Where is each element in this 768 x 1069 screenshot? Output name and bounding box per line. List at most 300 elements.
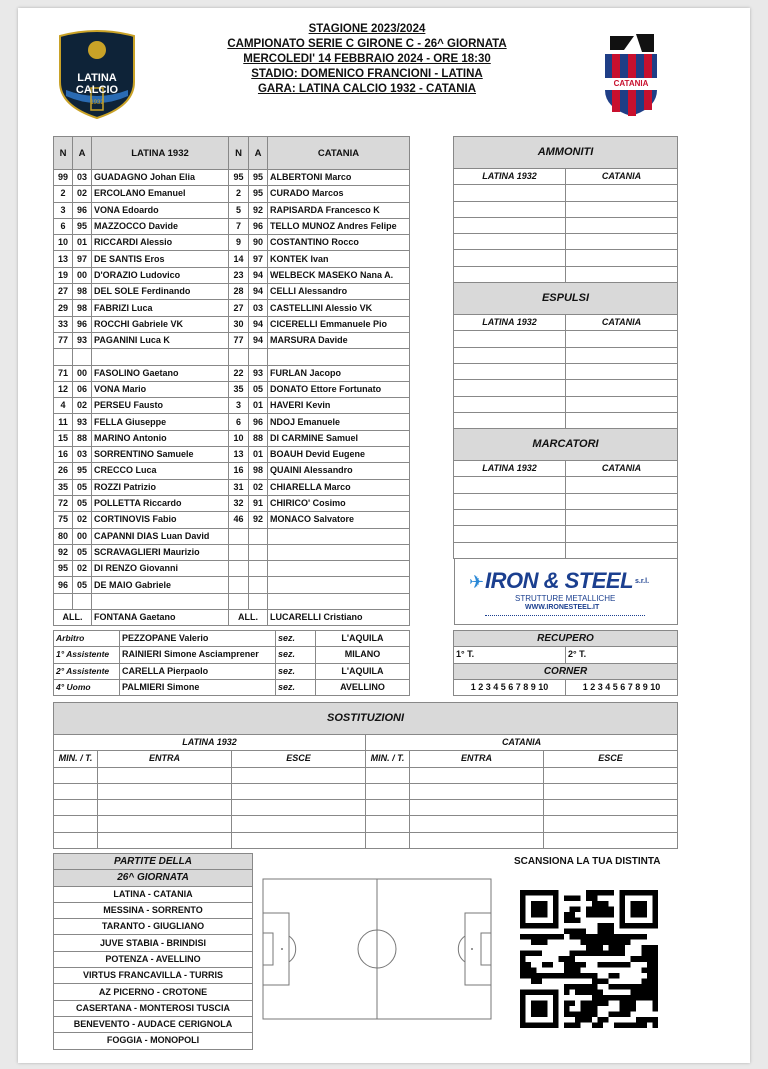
subs-row bbox=[54, 577, 410, 593]
empty-cell bbox=[54, 767, 98, 783]
starters-an: 95 bbox=[229, 170, 249, 186]
starters-aa: 90 bbox=[249, 235, 268, 251]
recupero-second: 2° T. bbox=[566, 647, 678, 663]
empty-cell bbox=[454, 347, 566, 363]
subs-row bbox=[54, 365, 410, 381]
empty-cell bbox=[410, 783, 544, 799]
starters-hn: 13 bbox=[54, 251, 73, 267]
starters-aa: 03 bbox=[249, 300, 268, 316]
starters-hname: FABRIZI Luca bbox=[92, 300, 229, 316]
fixture: TARANTO - GIUGLIANO bbox=[54, 919, 253, 935]
subs-aa: 01 bbox=[249, 447, 268, 463]
sponsor-suffix: s.r.l. bbox=[635, 578, 650, 585]
spacer-cell bbox=[92, 349, 229, 365]
empty-cell bbox=[454, 412, 566, 428]
starters-aa: 94 bbox=[249, 284, 268, 300]
subs-aa bbox=[249, 577, 268, 593]
fixture-row bbox=[54, 951, 253, 967]
empty-cell bbox=[232, 767, 366, 783]
starters-hn: 2 bbox=[54, 186, 73, 202]
empty-cell bbox=[229, 593, 249, 609]
empty-cell bbox=[232, 832, 366, 848]
fixture: VIRTUS FRANCAVILLA - TURRIS bbox=[54, 968, 253, 984]
empty-cell bbox=[454, 526, 566, 542]
starters-row bbox=[54, 170, 410, 186]
substitution-row bbox=[54, 800, 678, 816]
home-team-header: LATINA 1932 bbox=[92, 137, 229, 170]
home-coach: FONTANA Gaetano bbox=[92, 610, 229, 626]
empty-cell bbox=[454, 201, 566, 217]
subs-an bbox=[229, 528, 249, 544]
subs-row bbox=[54, 544, 410, 560]
subs-away-team: CATANIA bbox=[366, 735, 678, 751]
starters-aname: WELBECK MASEKO Nana A. bbox=[268, 267, 410, 283]
recupero-title: RECUPERO bbox=[454, 631, 678, 647]
empty-cell bbox=[410, 832, 544, 848]
ammoniti-empty-row bbox=[454, 217, 678, 233]
subs-ha: 03 bbox=[73, 447, 92, 463]
subs-aa: 91 bbox=[249, 495, 268, 511]
starters-hname: DEL SOLE Ferdinando bbox=[92, 284, 229, 300]
empty-cell bbox=[566, 493, 678, 509]
subs-hn: 72 bbox=[54, 495, 73, 511]
espulsi-empty-row bbox=[454, 412, 678, 428]
scan-label: SCANSIONA LA TUA DISTINTA bbox=[514, 856, 661, 867]
official-name: PALMIERI Simone bbox=[120, 679, 276, 695]
espulsi-empty-row bbox=[454, 396, 678, 412]
fixture-row bbox=[54, 1033, 253, 1049]
sponsor-icon: ✈ bbox=[469, 572, 485, 592]
starters-an: 7 bbox=[229, 218, 249, 234]
espulsi-empty-row bbox=[454, 331, 678, 347]
empty-cell bbox=[566, 201, 678, 217]
substitution-row bbox=[54, 767, 678, 783]
subs-ha: 93 bbox=[73, 414, 92, 430]
subs-hname: CORTINOVIS Fabio bbox=[92, 512, 229, 528]
empty-cell bbox=[92, 593, 229, 609]
starters-row bbox=[54, 316, 410, 332]
starters-ha: 98 bbox=[73, 284, 92, 300]
empty-cell bbox=[454, 396, 566, 412]
subs-aa: 98 bbox=[249, 463, 268, 479]
official-sez: sez. bbox=[276, 631, 316, 647]
subs-hname: FELLA Giuseppe bbox=[92, 414, 229, 430]
qr-code[interactable] bbox=[518, 890, 660, 1028]
starters-hname: PAGANINI Luca K bbox=[92, 332, 229, 348]
subs-aname: NDOJ Emanuele bbox=[268, 414, 410, 430]
espulsi-empty-row bbox=[454, 363, 678, 379]
starters-aname: CELLI Alessandro bbox=[268, 284, 410, 300]
empty-cell bbox=[454, 266, 566, 282]
subs-ha: 02 bbox=[73, 512, 92, 528]
away-team-header: CATANIA bbox=[268, 137, 410, 170]
empty-cell bbox=[544, 816, 678, 832]
ammoniti-empty-row bbox=[454, 185, 678, 201]
empty-cell bbox=[454, 234, 566, 250]
subs-an: 3 bbox=[229, 398, 249, 414]
subs-hn: 12 bbox=[54, 381, 73, 397]
fixture-row bbox=[54, 902, 253, 918]
starters-aa: 92 bbox=[249, 202, 268, 218]
fixture: FOGGIA - MONOPOLI bbox=[54, 1033, 253, 1049]
subs-aname: CHIARELLA Marco bbox=[268, 479, 410, 495]
col-a-away: A bbox=[249, 137, 268, 170]
starters-an: 5 bbox=[229, 202, 249, 218]
official-sez: sez. bbox=[276, 663, 316, 679]
subs-aname: CHIRICO' Cosimo bbox=[268, 495, 410, 511]
subs-row bbox=[54, 447, 410, 463]
official-role: Arbitro bbox=[54, 631, 120, 647]
col-n-home: N bbox=[54, 137, 73, 170]
empty-cell bbox=[566, 510, 678, 526]
empty-cell bbox=[410, 767, 544, 783]
starters-aname: CICERELLI Emmanuele Pio bbox=[268, 316, 410, 332]
subs-hname: CAPANNI DIAS Luan David bbox=[92, 528, 229, 544]
ammoniti-title-row bbox=[454, 137, 678, 169]
starters-aname: ALBERTONI Marco bbox=[268, 170, 410, 186]
official-city: L'AQUILA bbox=[316, 631, 410, 647]
subs-hn: 11 bbox=[54, 414, 73, 430]
lineup-spacer bbox=[54, 349, 410, 365]
empty-cell bbox=[98, 783, 232, 799]
empty-cell bbox=[454, 510, 566, 526]
starters-row bbox=[54, 235, 410, 251]
subs-away-entra: ENTRA bbox=[410, 751, 544, 767]
empty-cell bbox=[54, 800, 98, 816]
empty-cell bbox=[366, 816, 410, 832]
fixture: AZ PICERNO - CROTONE bbox=[54, 984, 253, 1000]
subs-ha: 06 bbox=[73, 381, 92, 397]
subs-row bbox=[54, 398, 410, 414]
starters-ha: 96 bbox=[73, 316, 92, 332]
subs-home-team: LATINA 1932 bbox=[54, 735, 366, 751]
official-city: AVELLINO bbox=[316, 679, 410, 695]
round-fixtures-table bbox=[53, 853, 253, 1050]
starters-ha: 97 bbox=[73, 251, 92, 267]
subs-ha: 02 bbox=[73, 561, 92, 577]
match-line: GARA: LATINA CALCIO 1932 - CATANIA bbox=[257, 83, 477, 95]
starters-hname: D'ORAZIO Ludovico bbox=[92, 267, 229, 283]
ammoniti-empty-row bbox=[454, 250, 678, 266]
pitch-diagram bbox=[262, 878, 492, 1020]
espulsi-empty-row bbox=[454, 347, 678, 363]
subs-ha: 02 bbox=[73, 398, 92, 414]
empty-cell bbox=[566, 234, 678, 250]
home-coach-label: ALL. bbox=[54, 610, 92, 626]
recupero-first: 1° T. bbox=[454, 647, 566, 663]
fixture: POTENZA - AVELLINO bbox=[54, 951, 253, 967]
empty-cell bbox=[566, 396, 678, 412]
official-name: RAINIERI Simone Asciamprener bbox=[120, 647, 276, 663]
starters-ha: 03 bbox=[73, 170, 92, 186]
fixture-row bbox=[54, 919, 253, 935]
fixtures-title-1: PARTITE DELLA bbox=[54, 854, 253, 870]
subs-hn: 92 bbox=[54, 544, 73, 560]
subs-an: 31 bbox=[229, 479, 249, 495]
subs-hname: VONA Mario bbox=[92, 381, 229, 397]
starters-aname: KONTEK Ivan bbox=[268, 251, 410, 267]
marcatori-away: CATANIA bbox=[566, 461, 678, 477]
starters-an: 27 bbox=[229, 300, 249, 316]
empty-cell bbox=[366, 832, 410, 848]
subs-aname: FURLAN Jacopo bbox=[268, 365, 410, 381]
empty-cell bbox=[366, 767, 410, 783]
fixture: JUVE STABIA - BRINDISI bbox=[54, 935, 253, 951]
col-n-away: N bbox=[229, 137, 249, 170]
subs-aname bbox=[268, 561, 410, 577]
official-name: PEZZOPANE Valerio bbox=[120, 631, 276, 647]
empty-cell bbox=[454, 217, 566, 233]
espulsi-home: LATINA 1932 bbox=[454, 315, 566, 331]
empty-cell bbox=[454, 363, 566, 379]
subs-aname bbox=[268, 577, 410, 593]
empty-cell bbox=[566, 380, 678, 396]
starters-hname: RICCARDI Alessio bbox=[92, 235, 229, 251]
catania-logo bbox=[602, 32, 660, 118]
marcatori-empty-row bbox=[454, 542, 678, 558]
empty-cell bbox=[54, 832, 98, 848]
empty-cell bbox=[98, 800, 232, 816]
subs-aname bbox=[268, 544, 410, 560]
subs-home-esce: ESCE bbox=[232, 751, 366, 767]
starters-hname: DE SANTIS Eros bbox=[92, 251, 229, 267]
recupero-corner-table bbox=[453, 630, 678, 696]
subs-row bbox=[54, 414, 410, 430]
spacer-cell bbox=[268, 349, 410, 365]
empty-cell bbox=[566, 542, 678, 558]
season-line: STAGIONE 2023/2024 bbox=[308, 23, 426, 35]
empty-cell bbox=[566, 217, 678, 233]
empty-cell bbox=[232, 800, 366, 816]
subs-aname bbox=[268, 528, 410, 544]
empty-cell bbox=[98, 816, 232, 832]
empty-cell bbox=[232, 783, 366, 799]
official-sez: sez. bbox=[276, 679, 316, 695]
subs-ha: 00 bbox=[73, 528, 92, 544]
empty-cell bbox=[454, 380, 566, 396]
subs-hn: 4 bbox=[54, 398, 73, 414]
subs-ha: 88 bbox=[73, 430, 92, 446]
fixture: LATINA - CATANIA bbox=[54, 886, 253, 902]
ammoniti-home: LATINA 1932 bbox=[454, 169, 566, 185]
subs-ha: 05 bbox=[73, 479, 92, 495]
fixture: BENEVENTO - AUDACE CERIGNOLA bbox=[54, 1016, 253, 1032]
substitution-row bbox=[54, 832, 678, 848]
spacer-cell bbox=[229, 349, 249, 365]
subs-hname: SCRAVAGLIERI Maurizio bbox=[92, 544, 229, 560]
subs-aname: HAVERI Kevin bbox=[268, 398, 410, 414]
sponsor-name: IRON & STEEL bbox=[485, 568, 634, 593]
subs-an bbox=[229, 544, 249, 560]
marcatori-empty-row bbox=[454, 526, 678, 542]
fixture: CASERTANA - MONTEROSI TUSCIA bbox=[54, 1000, 253, 1016]
empty-cell bbox=[454, 331, 566, 347]
subs-row bbox=[54, 381, 410, 397]
subs-row bbox=[54, 463, 410, 479]
subs-aa: 96 bbox=[249, 414, 268, 430]
starters-hname: ERCOLANO Emanuel bbox=[92, 186, 229, 202]
starters-aname: CURADO Marcos bbox=[268, 186, 410, 202]
col-a-home: A bbox=[73, 137, 92, 170]
official-city: MILANO bbox=[316, 647, 410, 663]
starters-aname: TELLO MUNOZ Andres Felipe bbox=[268, 218, 410, 234]
empty-cell bbox=[232, 816, 366, 832]
fixtures-title-2: 26^ GIORNATA bbox=[54, 870, 253, 886]
empty-cell bbox=[544, 832, 678, 848]
fixture-row bbox=[54, 984, 253, 1000]
subs-hname: SORRENTINO Samuele bbox=[92, 447, 229, 463]
starters-ha: 00 bbox=[73, 267, 92, 283]
empty-cell bbox=[566, 185, 678, 201]
starters-an: 14 bbox=[229, 251, 249, 267]
empty-cell bbox=[73, 593, 92, 609]
starters-row bbox=[54, 267, 410, 283]
empty-cell bbox=[544, 783, 678, 799]
official-role: 2° Assistente bbox=[54, 663, 120, 679]
empty-cell bbox=[98, 832, 232, 848]
subs-aname: DONATO Ettore Fortunato bbox=[268, 381, 410, 397]
ammoniti-title: AMMONITI bbox=[454, 137, 678, 169]
marcatori-empty-row bbox=[454, 477, 678, 493]
subs-home-entra: ENTRA bbox=[98, 751, 232, 767]
sponsor-tagline: STRUTTURE METALLICHE bbox=[515, 594, 616, 603]
subs-ha: 05 bbox=[73, 544, 92, 560]
subs-hn: 75 bbox=[54, 512, 73, 528]
fixture-row bbox=[54, 968, 253, 984]
starters-an: 77 bbox=[229, 332, 249, 348]
starters-hname: MAZZOCCO Davide bbox=[92, 218, 229, 234]
subs-row bbox=[54, 430, 410, 446]
starters-hn: 3 bbox=[54, 202, 73, 218]
starters-hn: 33 bbox=[54, 316, 73, 332]
catania-logo-text: CATANIA bbox=[613, 79, 649, 88]
starters-row bbox=[54, 202, 410, 218]
subs-away-min: MIN. / T. bbox=[366, 751, 410, 767]
official-role: 4° Uomo bbox=[54, 679, 120, 695]
starters-row bbox=[54, 300, 410, 316]
espulsi-title-row bbox=[454, 283, 678, 315]
starters-an: 2 bbox=[229, 186, 249, 202]
fixture-row bbox=[54, 935, 253, 951]
empty-cell bbox=[566, 250, 678, 266]
subs-ha: 00 bbox=[73, 365, 92, 381]
subs-ha: 95 bbox=[73, 463, 92, 479]
official-row bbox=[54, 631, 410, 647]
espulsi-teams-row bbox=[454, 315, 678, 331]
official-row bbox=[54, 663, 410, 679]
marcatori-home: LATINA 1932 bbox=[454, 461, 566, 477]
starters-an: 28 bbox=[229, 284, 249, 300]
empty-cell bbox=[410, 800, 544, 816]
subs-hname: DI RENZO Giovanni bbox=[92, 561, 229, 577]
starters-hn: 27 bbox=[54, 284, 73, 300]
starters-an: 9 bbox=[229, 235, 249, 251]
empty-cell bbox=[566, 526, 678, 542]
subs-aa bbox=[249, 544, 268, 560]
starters-ha: 98 bbox=[73, 300, 92, 316]
subs-an: 10 bbox=[229, 430, 249, 446]
latina-logo bbox=[56, 30, 138, 120]
starters-hn: 99 bbox=[54, 170, 73, 186]
subs-aname: DI CARMINE Samuel bbox=[268, 430, 410, 446]
ammoniti-empty-row bbox=[454, 266, 678, 282]
subs-hn: 16 bbox=[54, 447, 73, 463]
subs-row bbox=[54, 528, 410, 544]
subs-an: 46 bbox=[229, 512, 249, 528]
starters-row bbox=[54, 218, 410, 234]
starters-ha: 93 bbox=[73, 332, 92, 348]
coach-row bbox=[54, 610, 410, 626]
starters-aname: RAPISARDA Francesco K bbox=[268, 202, 410, 218]
away-coach: LUCARELLI Cristiano bbox=[268, 610, 410, 626]
sponsor-url: WWW.IRONESTEEL.IT bbox=[525, 604, 600, 611]
subs-an bbox=[229, 561, 249, 577]
starters-ha: 96 bbox=[73, 202, 92, 218]
lineup-table bbox=[53, 136, 410, 626]
empty-cell bbox=[410, 816, 544, 832]
starters-row bbox=[54, 332, 410, 348]
subs-home-min: MIN. / T. bbox=[54, 751, 98, 767]
subs-an: 16 bbox=[229, 463, 249, 479]
official-row bbox=[54, 647, 410, 663]
empty-cell bbox=[54, 783, 98, 799]
espulsi-title: ESPULSI bbox=[454, 283, 678, 315]
stadium-line: STADIO: DOMENICO FRANCIONI - LATINA bbox=[251, 68, 483, 80]
subs-row bbox=[54, 495, 410, 511]
starters-ha: 01 bbox=[73, 235, 92, 251]
starters-aa: 97 bbox=[249, 251, 268, 267]
marcatori-title: MARCATORI bbox=[454, 429, 678, 461]
starters-aname: COSTANTINO Rocco bbox=[268, 235, 410, 251]
subs-row bbox=[54, 512, 410, 528]
starters-ha: 95 bbox=[73, 218, 92, 234]
empty-cell bbox=[566, 363, 678, 379]
ammoniti-away: CATANIA bbox=[566, 169, 678, 185]
substitution-row bbox=[54, 783, 678, 799]
marcatori-teams-row bbox=[454, 461, 678, 477]
subs-ha: 05 bbox=[73, 495, 92, 511]
starters-hn: 10 bbox=[54, 235, 73, 251]
subs-an bbox=[229, 577, 249, 593]
fixture-row bbox=[54, 1000, 253, 1016]
empty-cell bbox=[98, 767, 232, 783]
espulsi-away: CATANIA bbox=[566, 315, 678, 331]
ammoniti-empty-row bbox=[454, 234, 678, 250]
empty-cell bbox=[454, 477, 566, 493]
empty-cell bbox=[366, 800, 410, 816]
subs-hname: POLLETTA Riccardo bbox=[92, 495, 229, 511]
starters-hn: 77 bbox=[54, 332, 73, 348]
latina-logo-year: 1932 bbox=[90, 100, 104, 106]
subs-aa: 88 bbox=[249, 430, 268, 446]
starters-aname: MARSURA Davide bbox=[268, 332, 410, 348]
empty-cell bbox=[454, 250, 566, 266]
subs-hname: DE MAIO Gabriele bbox=[92, 577, 229, 593]
starters-aa: 96 bbox=[249, 218, 268, 234]
subs-hname: FASOLINO Gaetano bbox=[92, 365, 229, 381]
championship-line: CAMPIONATO SERIE C GIRONE C - 26^ GIORNATA bbox=[227, 38, 507, 50]
date-line: MERCOLEDI' 14 FEBBRAIO 2024 - ORE 18:30 bbox=[243, 53, 491, 65]
substitution-row bbox=[54, 816, 678, 832]
empty-cell bbox=[566, 412, 678, 428]
subs-row bbox=[54, 479, 410, 495]
fixture-row bbox=[54, 886, 253, 902]
subs-hn: 95 bbox=[54, 561, 73, 577]
subs-aa: 92 bbox=[249, 512, 268, 528]
empty-cell bbox=[544, 800, 678, 816]
subs-an: 35 bbox=[229, 381, 249, 397]
starters-aa: 95 bbox=[249, 170, 268, 186]
